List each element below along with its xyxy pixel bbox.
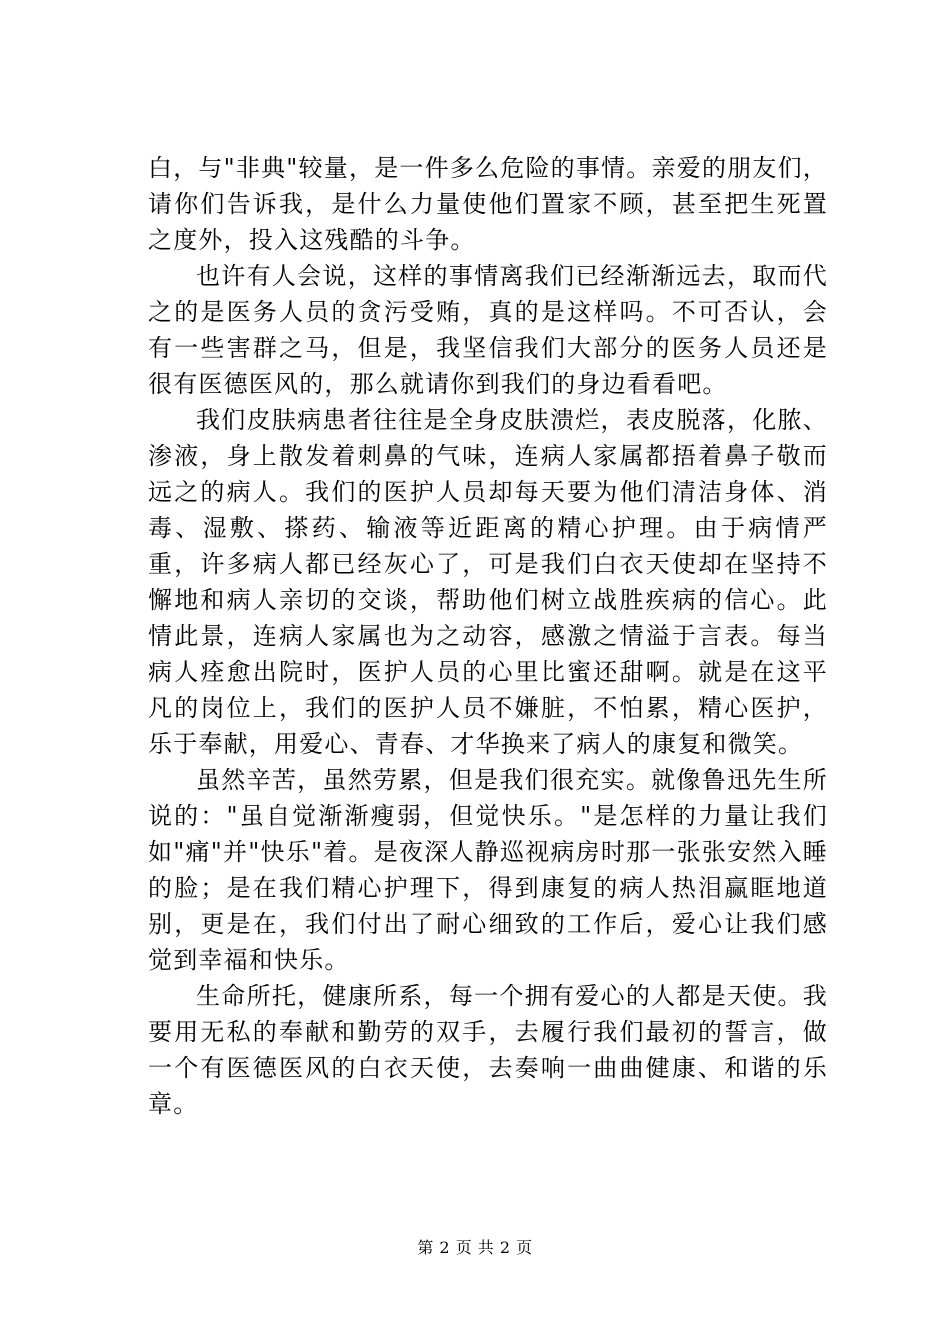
paragraph: 生命所托，健康所系，每一个拥有爱心的人都是天使。我要用无私的奉献和勤劳的双手，去履行我们最初的誓言，做一个有医德医风的白衣天使，去奏响一曲曲健康、和谐的乐章。 bbox=[148, 982, 828, 1118]
paragraph-continued: 白，与"非典"较量，是一件多么危险的事情。亲爱的朋友们，请你们告诉我，是什么力量使他们置家不顾，甚至把生死置之度外，投入这残酷的斗争。 bbox=[148, 154, 828, 254]
paragraph: 虽然辛苦，虽然劳累，但是我们很充实。就像鲁迅先生所说的："虽自觉渐渐瘦弱，但觉快乐。"是怎样的力量让我们如"痛"并"快乐"着。是夜深人静巡视病房时那一张张安然入睡的脸；是在我们精心护理下，得到康复的病人热泪赢眶地道别，更是在，我们付出了耐心细致的工作后，爱心让我们感觉到幸福和快乐。 bbox=[148, 766, 828, 974]
paragraph: 我们皮肤病患者往往是全身皮肤溃烂，表皮脱落，化脓、渗液，身上散发着刺鼻的气味，连病人家属都捂着鼻子敬而远之的病人。我们的医护人员却每天要为他们清洁身体、消毒、湿敷、搽药、输液等近距离的精心护理。由于病情严重，许多病人都已经灰心了，可是我们白衣天使却在坚持不懈地和病人亲切的交谈，帮助他们树立战胜疾病的信心。此情此景，连病人家属也为之动容，感激之情溢于言表。每当病人痊愈出院时，医护人员的心里比蜜还甜啊。就是在这平凡的岗位上，我们的医护人员不嫌脏，不怕累，精心医护，乐于奉献，用爱心、青春、才华换来了病人的康复和微笑。 bbox=[148, 406, 828, 758]
page-number-footer: 第 2 页 共 2 页 bbox=[417, 1238, 533, 1257]
paragraph: 也许有人会说，这样的事情离我们已经渐渐远去，取而代之的是医务人员的贪污受贿，真的是这样吗。不可否认，会有一些害群之马，但是，我坚信我们大部分的医务人员还是很有医德医风的，那么就请你到我们的身边看看吧。 bbox=[148, 262, 828, 398]
body-text bbox=[148, 150, 828, 1122]
